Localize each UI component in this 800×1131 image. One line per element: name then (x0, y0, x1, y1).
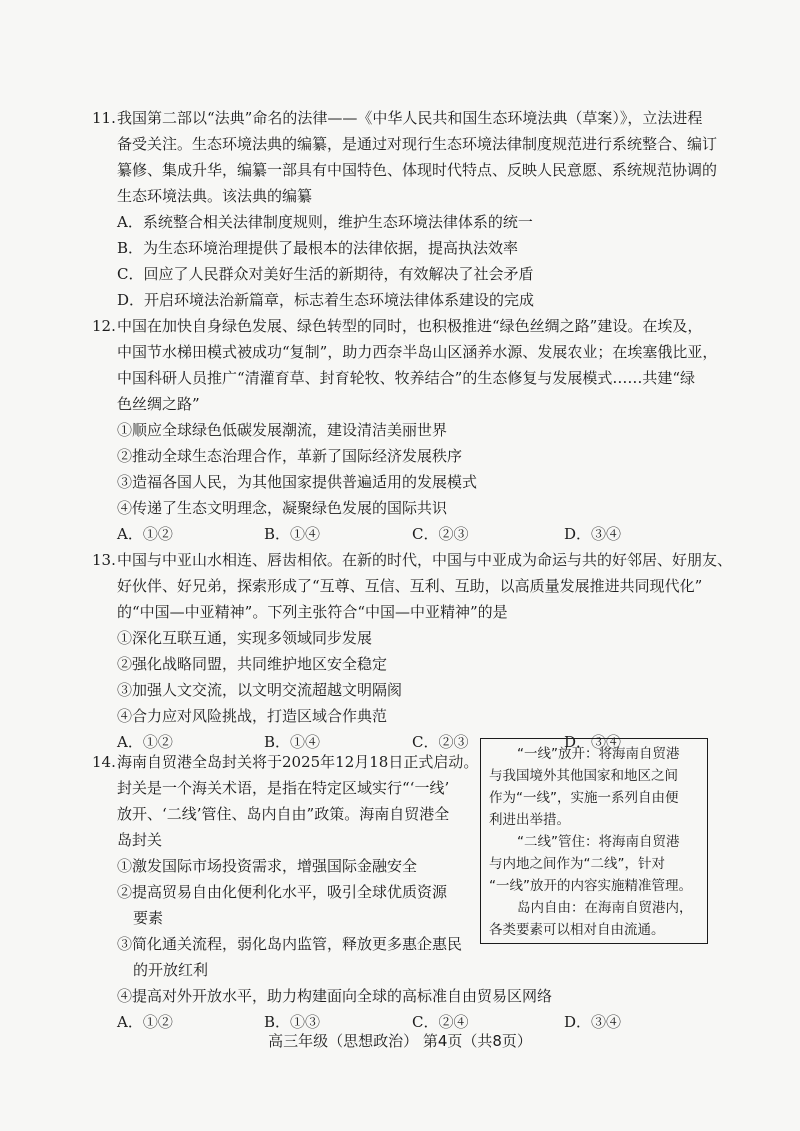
choice-row (117, 524, 717, 544)
statement-3: ③简化通关流程，弱化岛内监管，释放更多惠企惠民 (117, 935, 463, 953)
question-stem-line: 的“中国—中亚精神”。下列主张符合“中国—中亚精神”的是 (117, 603, 508, 621)
statement-3: ③加强人文交流，以文明交流超越文明隔阂 (117, 681, 403, 699)
question-stem-line: 备受关注。生态环境法典的编纂，是通过对现行生态环境法律制度规范进行系统整合、编订 (117, 135, 718, 153)
option-c: C．回应了人民群众对美好生活的新期待，有效解决了社会矛盾 (117, 265, 534, 283)
statement-4: ④合力应对风险挑战，打造区域合作典范 (117, 707, 388, 725)
statement-4: ④传递了生态文明理念，凝聚绿色发展的国际共识 (117, 499, 448, 517)
box-line: “一线”放开：将海南自贸港 (517, 746, 680, 762)
statement-2: ②提高贸易自由化便利化水平，吸引全球优质资源 (117, 883, 448, 901)
statement-2: ②推动全球生态治理合作，革新了国际经济发展秩序 (117, 447, 463, 465)
option-a: A．系统整合相关法律制度规则，维护生态环境法律体系的统一 (117, 213, 533, 231)
statement-2-cont: 要素 (133, 909, 164, 927)
box-line: “二线”管住：将海南自贸港 (517, 834, 680, 850)
choice-row (117, 1012, 717, 1032)
statement-1: ①激发国际市场投资需求，增强国际金融安全 (117, 857, 418, 875)
box-line: 岛内自由：在海南自贸港内， (517, 900, 693, 916)
question-stem-line: 封关是一个海关术语，是指在特定区域实行“‘一线’ (117, 779, 450, 797)
question-number: 13. (92, 551, 116, 569)
question-stem-line: 色丝绸之路” (117, 395, 200, 413)
choice-b: B．①③ (264, 1013, 321, 1031)
box-line: 利进出举措。 (489, 812, 570, 828)
choice-c: C．②③ (412, 525, 469, 543)
question-stem-line: 生态环境法典。该法典的编纂 (117, 187, 313, 205)
question-number: 12. (92, 317, 116, 335)
question-number: 11. (92, 109, 116, 127)
box-line: 各类要素可以相对自由流通。 (489, 922, 665, 938)
statement-3-cont: 的开放红利 (133, 961, 209, 979)
statement-4: ④提高对外开放水平，助力构建面向全球的高标准自由贸易区网络 (117, 987, 553, 1005)
choice-c: C．②③ (412, 733, 469, 751)
page-footer: 高三年级（思想政治） 第4页（共8页） (268, 1032, 532, 1050)
question-stem-line: 中国节水梯田模式被成功“复制”，助力西奈半岛山区涵养水源、发展农业；在埃塞俄比亚， (117, 343, 718, 361)
question-stem-line: 我国第二部以“法典”命名的法律——《中华人民共和国生态环境法典（草案）》，立法进程 (117, 109, 703, 127)
choice-a: A．①② (117, 525, 173, 543)
box-line: 与我国境外其他国家和地区之间 (489, 768, 678, 784)
choice-d: D．③④ (564, 733, 622, 751)
question-stem-line: 放开、‘二线’管住、岛内自由”政策。海南自贸港全 (117, 805, 450, 823)
choice-d: D．③④ (564, 1013, 622, 1031)
statement-3: ③造福各国人民，为其他国家提供普遍适用的发展模式 (117, 473, 478, 491)
question-stem-line: 中国与中亚山水相连、唇齿相依。在新的时代，中国与中亚成为命运与共的好邻居、好朋友、 (117, 551, 733, 569)
question-stem-line: 好伙伴、好兄弟，探索形成了“互尊、互信、互利、互助，以高质量发展推进共同现代化” (117, 577, 703, 595)
question-stem-line: 纂修、集成升华，编纂一部具有中国特色、体现时代特点、反映人民意愿、系统规范协调的 (117, 161, 718, 179)
question-stem-line: 中国在加快自身绿色发展、绿色转型的同时，也积极推进“绿色丝绸之路”建设。在埃及， (117, 317, 703, 335)
choice-c: C．②④ (412, 1013, 469, 1031)
choice-d: D．③④ (564, 525, 622, 543)
choice-a: A．①② (117, 1013, 173, 1031)
question-stem-line: 海南自贸港全岛封关将于2025年12月18日正式启动。 (117, 753, 479, 771)
option-d: D．开启环境法治新篇章，标志着生态环境法律体系建设的完成 (117, 291, 535, 309)
material-box (480, 738, 708, 944)
box-line: 作为“一线”，实施一系列自由便 (489, 790, 679, 806)
statement-1: ①深化互联互通，实现多领域同步发展 (117, 629, 373, 647)
option-b: B．为生态环境治理提供了最根本的法律依据，提高执法效率 (117, 239, 519, 257)
box-line: “一线”放开的内容实施精准管理。 (489, 878, 692, 894)
question-stem-line: 岛封关 (117, 831, 163, 849)
box-line: 与内地之间作为“二线”，针对 (489, 856, 665, 872)
question-stem-line: 中国科研人员推广“清灌育草、封育轮牧、牧养结合”的生态修复与发展模式……共建“绿 (117, 369, 696, 387)
choice-b: B．①④ (264, 525, 321, 543)
statement-2: ②强化战略同盟，共同维护地区安全稳定 (117, 655, 388, 673)
question-number: 14. (92, 753, 116, 771)
choice-b: B．①④ (264, 733, 321, 751)
statement-1: ①顺应全球绿色低碳发展潮流，建设清洁美丽世界 (117, 421, 448, 439)
choice-a: A．①② (117, 733, 173, 751)
